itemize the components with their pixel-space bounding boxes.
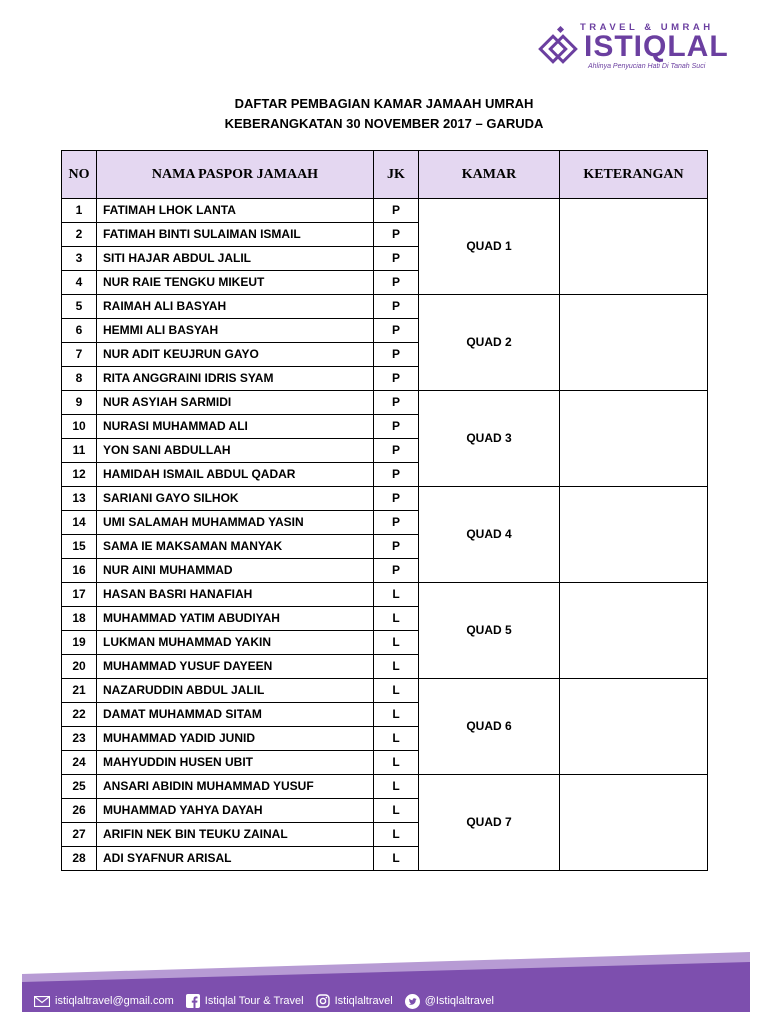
logo-diamond-icon [538, 26, 578, 70]
cell-jk: P [374, 391, 419, 415]
footer-facebook-text: Istiqlal Tour & Travel [204, 995, 304, 1007]
cell-name: ADI SYAFNUR ARISAL [97, 847, 374, 871]
cell-jk: L [374, 727, 419, 751]
cell-no: 16 [62, 559, 97, 583]
cell-no: 26 [62, 799, 97, 823]
cell-no: 17 [62, 583, 97, 607]
cell-no: 4 [62, 271, 97, 295]
cell-no: 15 [62, 535, 97, 559]
cell-name: FATIMAH LHOK LANTA [97, 199, 374, 223]
cell-no: 19 [62, 631, 97, 655]
cell-jk: L [374, 655, 419, 679]
cell-name: HEMMI ALI BASYAH [97, 319, 374, 343]
cell-no: 28 [62, 847, 97, 871]
cell-name: MUHAMMAD YAHYA DAYAH [97, 799, 374, 823]
cell-name: NUR ASYIAH SARMIDI [97, 391, 374, 415]
cell-jk: P [374, 223, 419, 247]
cell-no: 12 [62, 463, 97, 487]
cell-no: 6 [62, 319, 97, 343]
logo-tagline: TRAVEL & UMRAH [580, 22, 714, 33]
cell-name: RAIMAH ALI BASYAH [97, 295, 374, 319]
cell-no: 20 [62, 655, 97, 679]
cell-keterangan [560, 487, 708, 583]
cell-kamar: QUAD 7 [419, 775, 560, 871]
header-keterangan: KETERANGAN [560, 151, 708, 199]
cell-name: MUHAMMAD YUSUF DAYEEN [97, 655, 374, 679]
document-title: DAFTAR PEMBAGIAN KAMAR JAMAAH UMRAH [234, 96, 534, 111]
cell-no: 5 [62, 295, 97, 319]
cell-kamar: QUAD 4 [419, 487, 560, 583]
cell-no: 24 [62, 751, 97, 775]
room-assignment-table [61, 150, 708, 871]
envelope-icon [34, 996, 50, 1007]
cell-name: DAMAT MUHAMMAD SITAM [97, 703, 374, 727]
table-row [62, 679, 708, 703]
cell-name: SITI HAJAR ABDUL JALIL [97, 247, 374, 271]
cell-no: 18 [62, 607, 97, 631]
cell-no: 25 [62, 775, 97, 799]
cell-no: 1 [62, 199, 97, 223]
cell-jk: L [374, 799, 419, 823]
logo-subtitle: Ahlinya Penyucian Hati Di Tanah Suci [588, 63, 706, 70]
cell-no: 14 [62, 511, 97, 535]
cell-keterangan [560, 583, 708, 679]
cell-jk: P [374, 319, 419, 343]
cell-jk: P [374, 271, 419, 295]
cell-name: SARIANI GAYO SILHOK [97, 487, 374, 511]
cell-name: NAZARUDDIN ABDUL JALIL [97, 679, 374, 703]
cell-jk: P [374, 439, 419, 463]
header-jk: JK [374, 151, 419, 199]
cell-no: 3 [62, 247, 97, 271]
cell-no: 9 [62, 391, 97, 415]
footer-twitter[interactable] [405, 994, 494, 1009]
cell-jk: P [374, 463, 419, 487]
cell-name: UMI SALAMAH MUHAMMAD YASIN [97, 511, 374, 535]
cell-jk: P [374, 487, 419, 511]
cell-kamar: QUAD 3 [419, 391, 560, 487]
cell-jk: P [374, 367, 419, 391]
cell-no: 8 [62, 367, 97, 391]
cell-name: MUHAMMAD YADID JUNID [97, 727, 374, 751]
header-no: NO [62, 151, 97, 199]
footer-facebook[interactable] [186, 994, 304, 1008]
cell-name: FATIMAH BINTI SULAIMAN ISMAIL [97, 223, 374, 247]
cell-jk: L [374, 607, 419, 631]
table-row [62, 487, 708, 511]
footer-email-text: istiqlaltravel@gmail.com [55, 995, 174, 1007]
cell-no: 13 [62, 487, 97, 511]
table-row [62, 391, 708, 415]
cell-jk: L [374, 775, 419, 799]
header-kamar: KAMAR [419, 151, 560, 199]
footer-instagram-text: Istiqlaltravel [334, 995, 393, 1007]
cell-name: HASAN BASRI HANAFIAH [97, 583, 374, 607]
cell-name: ANSARI ABIDIN MUHAMMAD YUSUF [97, 775, 374, 799]
cell-kamar: QUAD 2 [419, 295, 560, 391]
cell-jk: P [374, 247, 419, 271]
table-header-row [62, 151, 708, 199]
cell-name: HAMIDAH ISMAIL ABDUL QADAR [97, 463, 374, 487]
cell-name: LUKMAN MUHAMMAD YAKIN [97, 631, 374, 655]
facebook-icon [186, 994, 200, 1008]
cell-jk: P [374, 199, 419, 223]
cell-no: 23 [62, 727, 97, 751]
document-subtitle: KEBERANGKATAN 30 NOVEMBER 2017 – GARUDA [224, 116, 544, 131]
cell-kamar: QUAD 6 [419, 679, 560, 775]
cell-jk: L [374, 847, 419, 871]
cell-jk: L [374, 583, 419, 607]
cell-jk: L [374, 679, 419, 703]
cell-kamar: QUAD 1 [419, 199, 560, 295]
cell-no: 10 [62, 415, 97, 439]
logo-name: ISTIQLAL [584, 30, 729, 63]
brand-logo [530, 18, 730, 80]
cell-name: YON SANI ABDULLAH [97, 439, 374, 463]
cell-name: RITA ANGGRAINI IDRIS SYAM [97, 367, 374, 391]
cell-no: 2 [62, 223, 97, 247]
cell-jk: L [374, 823, 419, 847]
cell-jk: P [374, 559, 419, 583]
cell-keterangan [560, 391, 708, 487]
cell-jk: P [374, 415, 419, 439]
cell-name: ARIFIN NEK BIN TEUKU ZAINAL [97, 823, 374, 847]
twitter-icon [405, 994, 420, 1009]
footer-instagram[interactable] [316, 994, 393, 1008]
cell-name: NUR RAIE TENGKU MIKEUT [97, 271, 374, 295]
footer-email[interactable] [34, 995, 174, 1007]
cell-kamar: QUAD 5 [419, 583, 560, 679]
cell-name: MAHYUDDIN HUSEN UBIT [97, 751, 374, 775]
cell-no: 11 [62, 439, 97, 463]
footer-twitter-text: @Istiqlaltravel [424, 995, 494, 1007]
cell-keterangan [560, 679, 708, 775]
cell-jk: L [374, 751, 419, 775]
cell-jk: L [374, 703, 419, 727]
cell-name: NUR ADIT KEUJRUN GAYO [97, 343, 374, 367]
cell-keterangan [560, 295, 708, 391]
cell-name: SAMA IE MAKSAMAN MANYAK [97, 535, 374, 559]
header-name: NAMA PASPOR JAMAAH [97, 151, 374, 199]
footer-contacts [34, 993, 506, 1009]
cell-jk: P [374, 535, 419, 559]
cell-jk: L [374, 631, 419, 655]
cell-name: NURASI MUHAMMAD ALI [97, 415, 374, 439]
cell-no: 27 [62, 823, 97, 847]
cell-no: 21 [62, 679, 97, 703]
table-row [62, 775, 708, 799]
cell-jk: P [374, 343, 419, 367]
cell-no: 7 [62, 343, 97, 367]
instagram-icon [316, 994, 330, 1008]
cell-jk: P [374, 511, 419, 535]
cell-no: 22 [62, 703, 97, 727]
table-row [62, 199, 708, 223]
table-row [62, 583, 708, 607]
cell-name: NUR AINI MUHAMMAD [97, 559, 374, 583]
cell-keterangan [560, 199, 708, 295]
cell-keterangan [560, 775, 708, 871]
cell-name: MUHAMMAD YATIM ABUDIYAH [97, 607, 374, 631]
cell-jk: P [374, 295, 419, 319]
table-row [62, 295, 708, 319]
